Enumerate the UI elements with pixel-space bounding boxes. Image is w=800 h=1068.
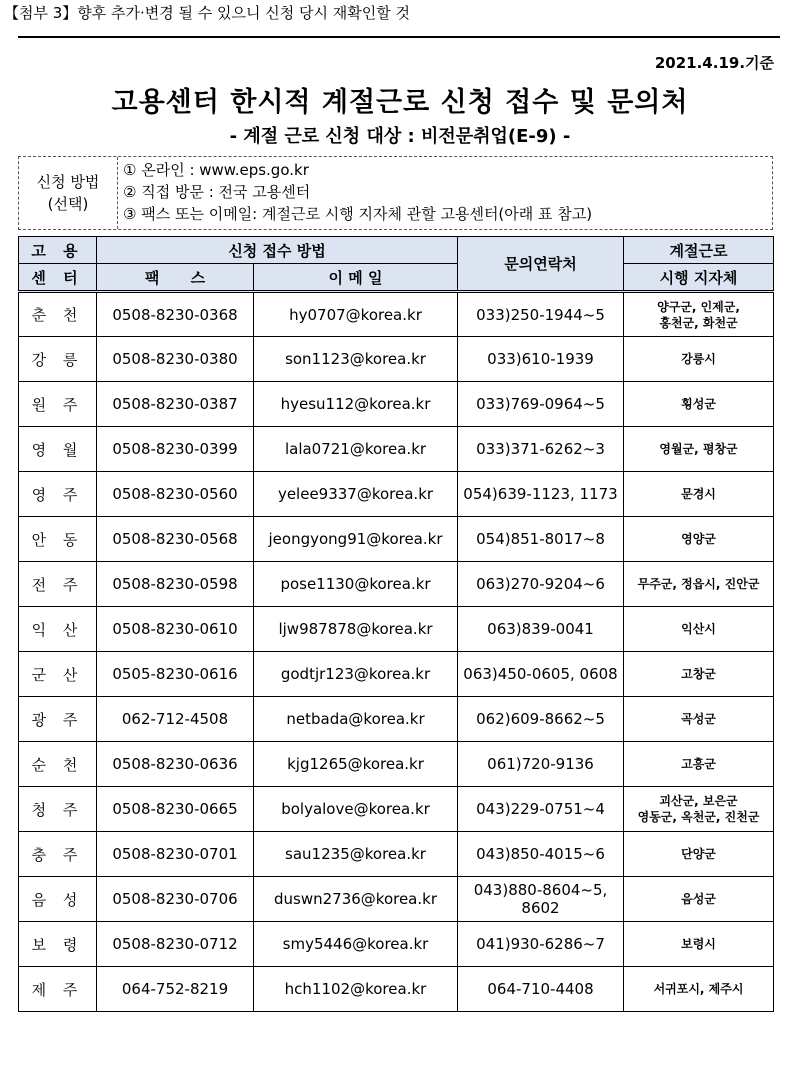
center-cell: 익 산 (19, 607, 97, 652)
contact-cell: 043)880-8604~5, 8602 (458, 877, 624, 922)
region-cell (624, 292, 774, 337)
region-cell (624, 652, 774, 697)
fax-cell: 0508-8230-0560 (97, 472, 254, 517)
fax-cell: 0508-8230-0610 (97, 607, 254, 652)
contact-cell: 033)371-6262~3 (458, 427, 624, 472)
center-cell: 강 릉 (19, 337, 97, 382)
region-cell (624, 832, 774, 877)
contact-cell: 061)720-9136 (458, 742, 624, 787)
method-item: ③ 팩스 또는 이메일: 계절근로 시행 지자체 관할 고용센터(아래 표 참고) (123, 205, 593, 223)
fax-cell: 0508-8230-0712 (97, 922, 254, 967)
header-method: 신청 접수 방법 (97, 237, 458, 264)
region-line: 고흥군 (681, 757, 716, 771)
contact-cell: 062)609-8662~5 (458, 697, 624, 742)
email-cell[interactable]: ljw987878@korea.kr (254, 607, 458, 652)
region-line: 음성군 (681, 892, 716, 906)
region-line: 영양군 (681, 532, 716, 546)
email-cell[interactable]: hy0707@korea.kr (254, 292, 458, 337)
region-line: 서귀포시, 제주시 (653, 982, 744, 996)
fax-cell: 0508-8230-0368 (97, 292, 254, 337)
contact-cell: 054)851-8017~8 (458, 517, 624, 562)
header-contact: 문의연락처 (458, 237, 624, 292)
region-line: 영월군, 평창군 (659, 442, 738, 456)
region-cell (624, 427, 774, 472)
region-cell (624, 877, 774, 922)
region-line: 문경시 (681, 487, 716, 501)
method-label-2: (선택) (47, 195, 89, 213)
region-cell (624, 562, 774, 607)
notice (4, 2, 410, 23)
fax-cell: 0508-8230-0701 (97, 832, 254, 877)
center-cell: 보 령 (19, 922, 97, 967)
region-line: 영동군, 옥천군, 진천군 (637, 810, 760, 824)
table-row (19, 607, 774, 652)
email-cell[interactable]: smy5446@korea.kr (254, 922, 458, 967)
region-cell (624, 787, 774, 832)
center-cell: 안 동 (19, 517, 97, 562)
region-cell (624, 922, 774, 967)
region-line: 단양군 (681, 847, 716, 861)
contact-cell: 041)930-6286~7 (458, 922, 624, 967)
center-cell: 순 천 (19, 742, 97, 787)
center-cell: 원 주 (19, 382, 97, 427)
fax-cell: 0508-8230-0598 (97, 562, 254, 607)
center-cell: 군 산 (19, 652, 97, 697)
email-cell[interactable]: hch1102@korea.kr (254, 967, 458, 1012)
center-cell: 광 주 (19, 697, 97, 742)
center-cell: 음 성 (19, 877, 97, 922)
center-cell: 춘 천 (19, 292, 97, 337)
region-cell (624, 472, 774, 517)
region-cell (624, 382, 774, 427)
center-cell: 제 주 (19, 967, 97, 1012)
region-line: 무주군, 정읍시, 진안군 (637, 577, 760, 591)
reference-date: 2021.4.19.기준 (654, 54, 774, 72)
table-row (19, 517, 774, 562)
region-line: 보령시 (681, 937, 716, 951)
header-email: 이 메 일 (254, 264, 458, 292)
region-cell (624, 607, 774, 652)
center-cell: 영 월 (19, 427, 97, 472)
contact-cell: 033)610-1939 (458, 337, 624, 382)
table-row (19, 922, 774, 967)
header-center-2: 센 터 (19, 264, 97, 292)
region-cell (624, 967, 774, 1012)
region-cell (624, 697, 774, 742)
email-cell[interactable]: yelee9337@korea.kr (254, 472, 458, 517)
table-row (19, 742, 774, 787)
contact-cell: 063)450-0605, 0608 (458, 652, 624, 697)
region-cell (624, 337, 774, 382)
method-item: ① 온라인 : www.eps.go.kr (123, 161, 309, 179)
contact-cell: 033)250-1944~5 (458, 292, 624, 337)
page-subtitle: - 계절 근로 신청 대상 : 비전문취업(E-9) - (229, 126, 571, 147)
method-item: ② 직접 방문 : 전국 고용센터 (123, 183, 311, 201)
table-row (19, 967, 774, 1012)
email-cell[interactable]: sau1235@korea.kr (254, 832, 458, 877)
region-line: 곡성군 (681, 712, 716, 726)
email-cell[interactable]: hyesu112@korea.kr (254, 382, 458, 427)
region-line: 고창군 (681, 667, 716, 681)
table-row (19, 787, 774, 832)
contact-cell: 063)839-0041 (458, 607, 624, 652)
header-center-1: 고 용 (19, 237, 97, 264)
contact-cell: 064-710-4408 (458, 967, 624, 1012)
fax-cell: 064-752-8219 (97, 967, 254, 1012)
table-row (19, 337, 774, 382)
fax-cell: 0508-8230-0380 (97, 337, 254, 382)
email-cell[interactable]: kjg1265@korea.kr (254, 742, 458, 787)
method-box (18, 156, 773, 230)
region-line: 양구군, 인제군, (657, 299, 740, 314)
center-cell: 청 주 (19, 787, 97, 832)
contact-cell: 054)639-1123, 1173 (458, 472, 624, 517)
table-row (19, 562, 774, 607)
table-row (19, 832, 774, 877)
method-label-1: 신청 방법 (36, 173, 100, 191)
region-line: 홍천군, 화천군 (659, 315, 738, 330)
contact-cell: 033)769-0964~5 (458, 382, 624, 427)
fax-cell: 0508-8230-0706 (97, 877, 254, 922)
header-region-1: 계절근로 (624, 237, 774, 264)
contact-cell: 063)270-9204~6 (458, 562, 624, 607)
email-cell[interactable]: jeongyong91@korea.kr (254, 517, 458, 562)
divider (18, 36, 780, 38)
email-cell[interactable]: son1123@korea.kr (254, 337, 458, 382)
center-cell: 전 주 (19, 562, 97, 607)
region-line: 익산시 (681, 622, 716, 636)
fax-cell: 0508-8230-0568 (97, 517, 254, 562)
email-cell[interactable]: pose1130@korea.kr (254, 562, 458, 607)
table-row (19, 292, 774, 337)
header-region-2: 시행 지자체 (624, 264, 774, 292)
page-title: 고용센터 한시적 계절근로 신청 접수 및 문의처 (111, 87, 689, 118)
contact-table (18, 236, 774, 1012)
table-row (19, 382, 774, 427)
method-list (123, 159, 592, 225)
header-fax: 팩 스 (97, 264, 254, 292)
contact-cell: 043)229-0751~4 (458, 787, 624, 832)
method-label (19, 157, 118, 229)
table-row (19, 472, 774, 517)
fax-cell: 0508-8230-0387 (97, 382, 254, 427)
notice-label: 【첨부 3】 (4, 4, 78, 22)
table-row (19, 877, 774, 922)
email-cell[interactable]: netbada@korea.kr (254, 697, 458, 742)
region-cell (624, 517, 774, 562)
center-cell: 충 주 (19, 832, 97, 877)
region-line: 횡성군 (681, 397, 716, 411)
table-row (19, 652, 774, 697)
fax-cell: 0505-8230-0616 (97, 652, 254, 697)
region-line: 강릉시 (681, 352, 716, 366)
fax-cell: 0508-8230-0665 (97, 787, 254, 832)
fax-cell: 0508-8230-0636 (97, 742, 254, 787)
email-cell[interactable]: duswn2736@korea.kr (254, 877, 458, 922)
table-row (19, 427, 774, 472)
table-row (19, 697, 774, 742)
email-cell[interactable]: lala0721@korea.kr (254, 427, 458, 472)
fax-cell: 062-712-4508 (97, 697, 254, 742)
email-cell[interactable]: bolyalove@korea.kr (254, 787, 458, 832)
contact-cell: 043)850-4015~6 (458, 832, 624, 877)
fax-cell: 0508-8230-0399 (97, 427, 254, 472)
notice-text: 향후 추가·변경 될 수 있으니 신청 당시 재확인할 것 (77, 4, 411, 22)
email-cell[interactable]: godtjr123@korea.kr (254, 652, 458, 697)
region-line: 괴산군, 보은군 (659, 794, 738, 808)
center-cell: 영 주 (19, 472, 97, 517)
region-cell (624, 742, 774, 787)
